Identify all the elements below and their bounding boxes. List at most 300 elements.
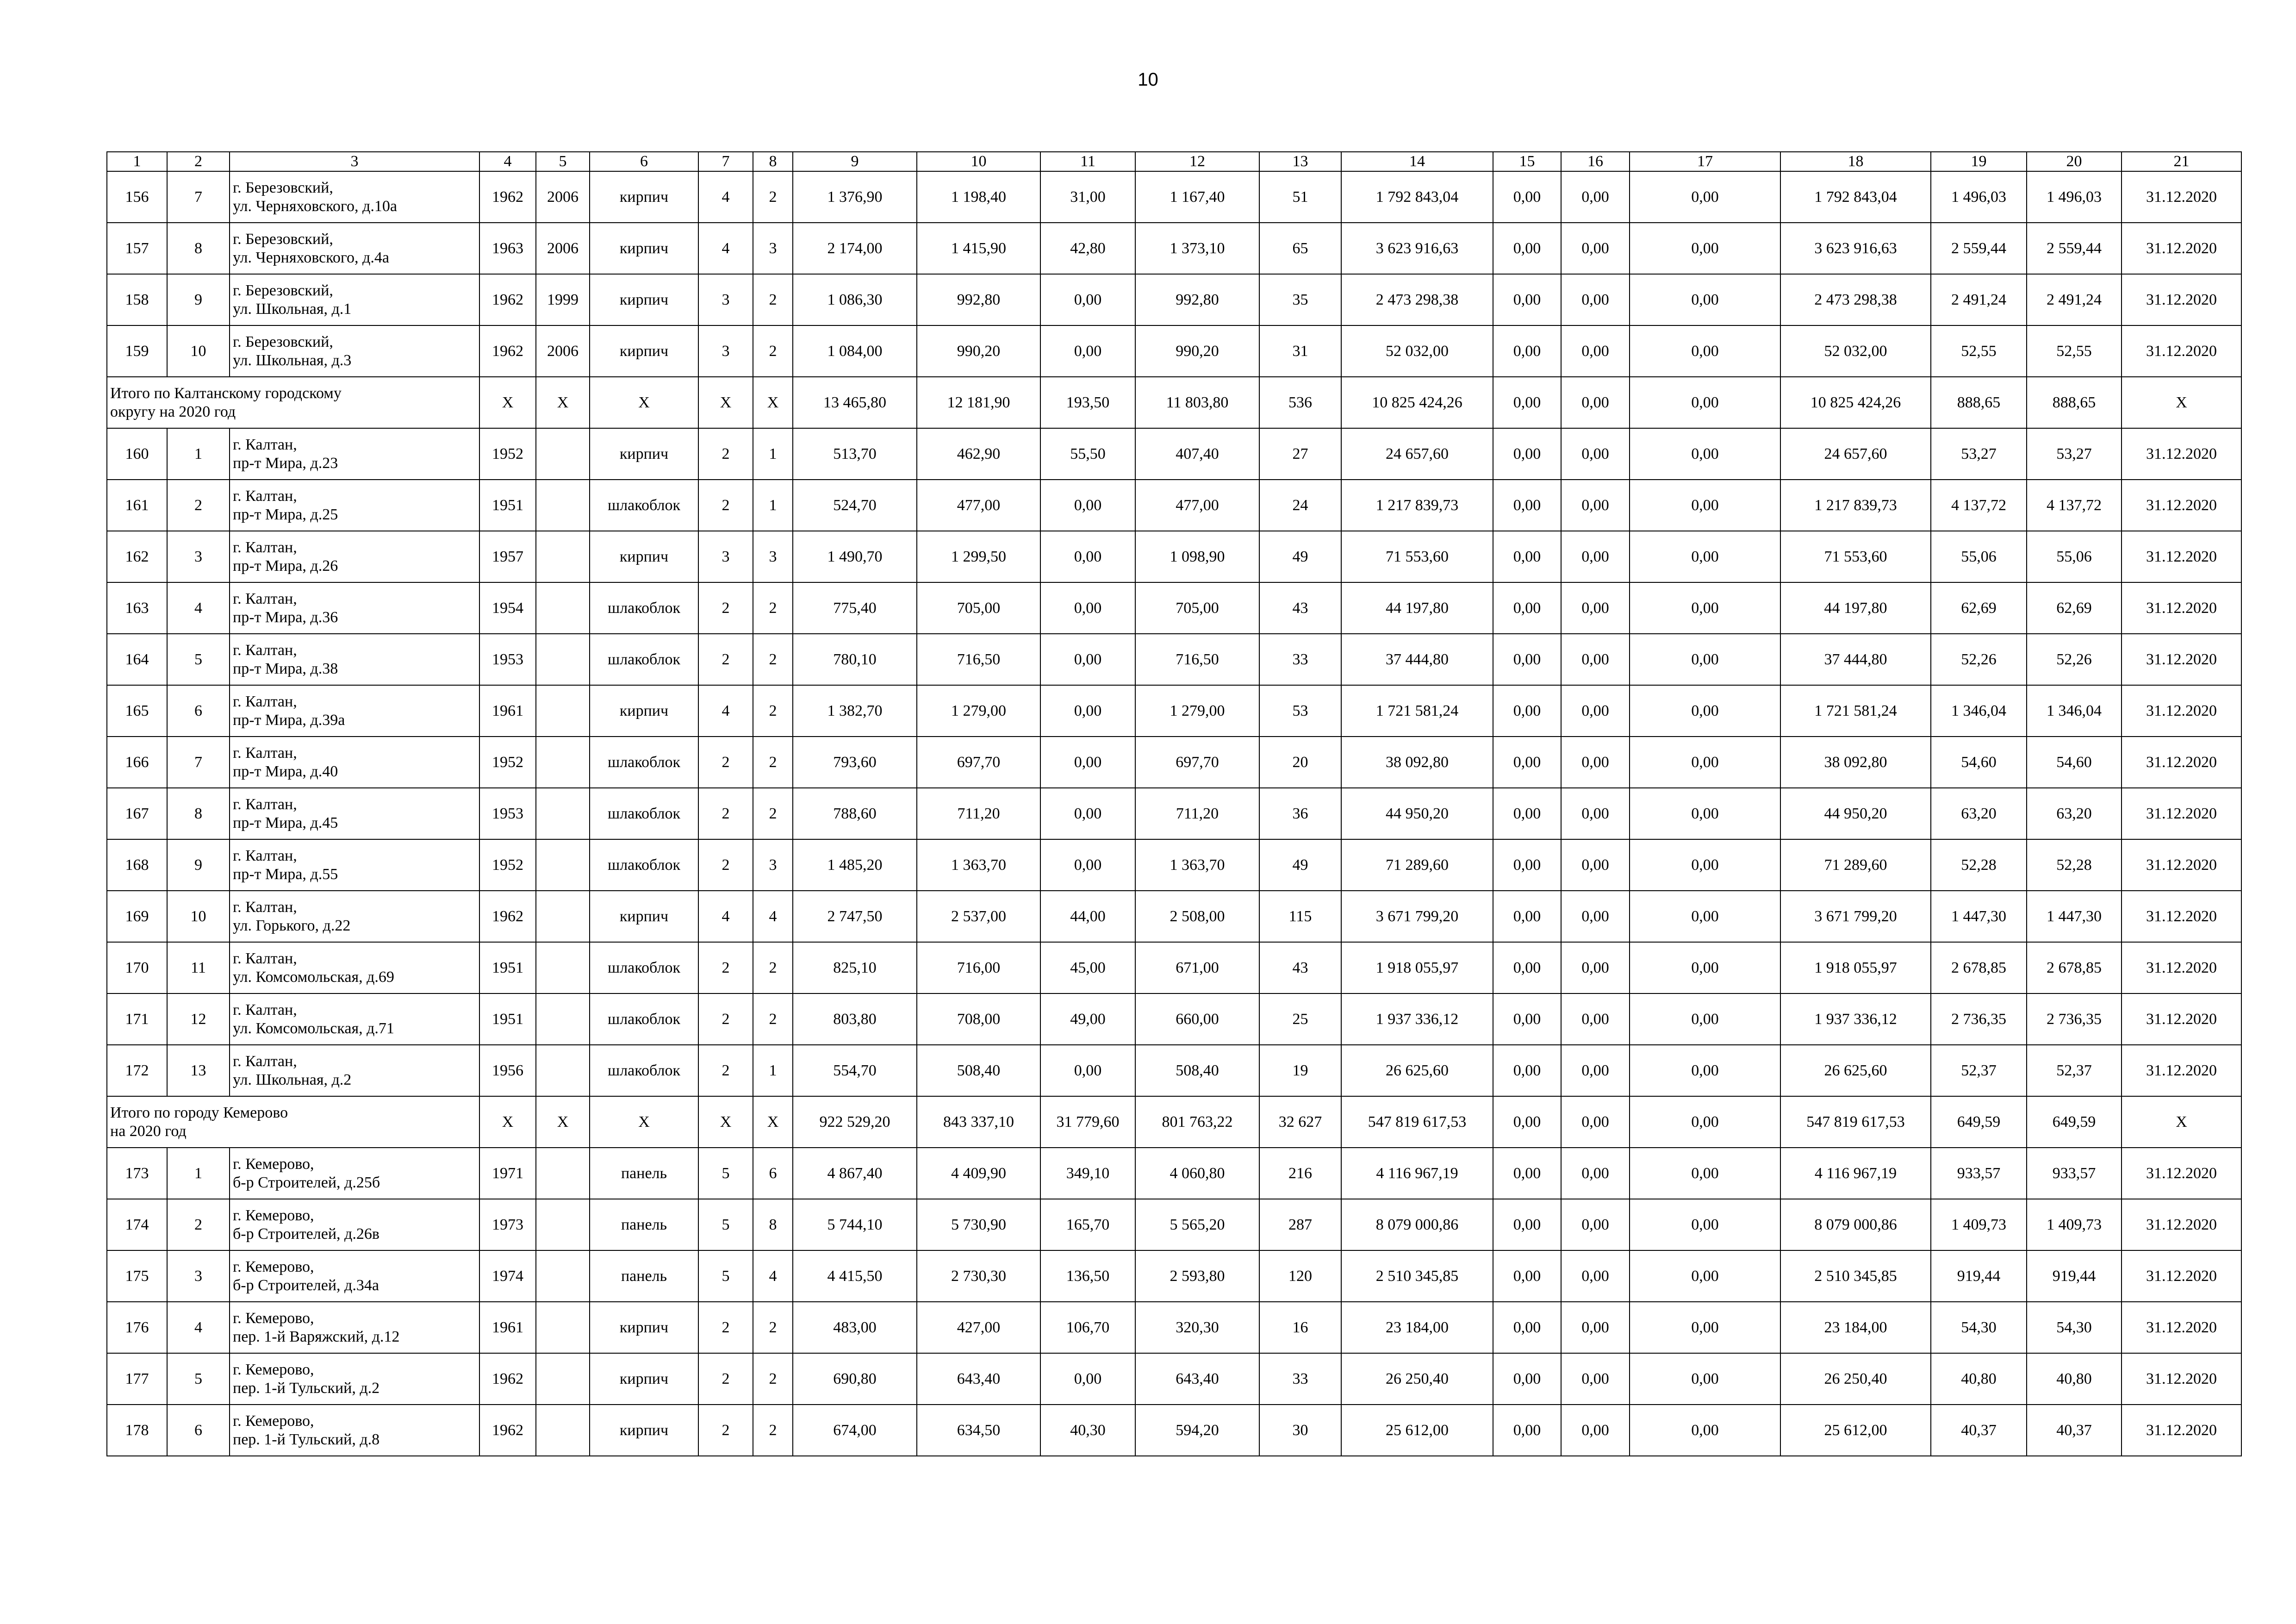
cell-year: 1973 [479, 1199, 536, 1250]
cell-c18: 2 510 345,85 [1780, 1250, 1931, 1302]
row-number: 169 [107, 891, 167, 942]
cell-c19: 2 736,35 [1931, 993, 2027, 1045]
address-cell [230, 171, 479, 223]
row-number: 175 [107, 1250, 167, 1302]
address-street: пр-т Мира, д.55 [233, 865, 338, 883]
cell-c19: 919,44 [1931, 1250, 2027, 1302]
cell-ent: 2 [753, 685, 793, 737]
cell-year: 1962 [479, 1405, 536, 1456]
cell-c10: 697,70 [917, 737, 1040, 788]
cell-c12: 594,20 [1135, 1405, 1259, 1456]
row-sub-number: 4 [167, 582, 230, 634]
cell-c19: 1 496,03 [1931, 171, 2027, 223]
row-number: 158 [107, 274, 167, 325]
cell-floors: 2 [698, 942, 753, 993]
address-cell [230, 325, 479, 377]
table-row [107, 1148, 2241, 1199]
cell-c16: 0,00 [1561, 1199, 1630, 1250]
cell-c12: 11 803,80 [1135, 377, 1259, 428]
cell-c17: 0,00 [1630, 839, 1780, 891]
row-sub-number: 6 [167, 1405, 230, 1456]
table-row [107, 223, 2241, 274]
cell-c14: 4 116 967,19 [1341, 1148, 1493, 1199]
column-number: 12 [1135, 152, 1259, 171]
cell-c15: 0,00 [1493, 480, 1561, 531]
cell-c20: 933,57 [2027, 1148, 2122, 1199]
cell-c12: 1 279,00 [1135, 685, 1259, 737]
row-number: 164 [107, 634, 167, 685]
total-row [107, 377, 2241, 428]
address-street: ул. Черняховского, д.4а [233, 249, 389, 266]
cell-c11: 0,00 [1040, 325, 1135, 377]
cell-c14: 26 625,60 [1341, 1045, 1493, 1096]
address-street: ул. Школьная, д.2 [233, 1071, 352, 1088]
cell-c14: 24 657,60 [1341, 428, 1493, 480]
cell-c14: 37 444,80 [1341, 634, 1493, 685]
cell-c15: 0,00 [1493, 377, 1561, 428]
cell-c21: 31.12.2020 [2122, 480, 2241, 531]
cell-c15: 0,00 [1493, 993, 1561, 1045]
cell-c12: 1 363,70 [1135, 839, 1259, 891]
cell-ent: 2 [753, 788, 793, 839]
address-street: пр-т Мира, д.36 [233, 608, 338, 626]
cell-c20: 54,30 [2027, 1302, 2122, 1353]
column-number: 18 [1780, 152, 1931, 171]
cell-year2: 2006 [536, 223, 590, 274]
row-sub-number: 10 [167, 891, 230, 942]
row-number: 170 [107, 942, 167, 993]
cell-c10: 4 409,90 [917, 1148, 1040, 1199]
cell-c10: 643,40 [917, 1353, 1040, 1405]
row-sub-number: 8 [167, 788, 230, 839]
address-cell [230, 1405, 479, 1456]
address-street: пр-т Мира, д.38 [233, 660, 338, 677]
cell-c13: 24 [1259, 480, 1341, 531]
cell-c21: 31.12.2020 [2122, 1353, 2241, 1405]
cell-mat: X [590, 377, 698, 428]
cell-c12: 508,40 [1135, 1045, 1259, 1096]
cell-year2 [536, 942, 590, 993]
cell-year: 1951 [479, 942, 536, 993]
address-cell [230, 942, 479, 993]
cell-c13: 30 [1259, 1405, 1341, 1456]
column-number: 9 [793, 152, 917, 171]
cell-ent: 2 [753, 634, 793, 685]
cell-year: 1953 [479, 634, 536, 685]
cell-c19: 52,28 [1931, 839, 2027, 891]
cell-floors: X [698, 377, 753, 428]
cell-c14: 547 819 617,53 [1341, 1096, 1493, 1148]
cell-c18: 1 792 843,04 [1780, 171, 1931, 223]
cell-c21: 31.12.2020 [2122, 993, 2241, 1045]
address-city: г. Кемерово, [233, 1258, 314, 1275]
total-label [107, 1096, 479, 1148]
column-number: 15 [1493, 152, 1561, 171]
cell-year2 [536, 788, 590, 839]
address-cell [230, 1045, 479, 1096]
cell-ent: X [753, 1096, 793, 1148]
cell-c21: 31.12.2020 [2122, 171, 2241, 223]
cell-ent: 2 [753, 582, 793, 634]
row-sub-number: 3 [167, 1250, 230, 1302]
row-sub-number: 7 [167, 737, 230, 788]
cell-c18: 23 184,00 [1780, 1302, 1931, 1353]
column-number: 1 [107, 152, 167, 171]
table-row [107, 788, 2241, 839]
cell-year: 1953 [479, 788, 536, 839]
cell-c19: 649,59 [1931, 1096, 2027, 1148]
cell-c9: 775,40 [793, 582, 917, 634]
cell-c20: 1 346,04 [2027, 685, 2122, 737]
cell-c13: 33 [1259, 1353, 1341, 1405]
cell-c20: 1 447,30 [2027, 891, 2122, 942]
cell-year: 1963 [479, 223, 536, 274]
cell-c10: 634,50 [917, 1405, 1040, 1456]
cell-c16: 0,00 [1561, 942, 1630, 993]
row-number: 159 [107, 325, 167, 377]
cell-c10: 477,00 [917, 480, 1040, 531]
address-street: б-р Строителей, д.34а [233, 1276, 379, 1294]
cell-mat: кирпич [590, 891, 698, 942]
cell-c21: 31.12.2020 [2122, 531, 2241, 582]
column-number: 6 [590, 152, 698, 171]
cell-c17: 0,00 [1630, 325, 1780, 377]
cell-floors: 2 [698, 993, 753, 1045]
cell-c18: 3 623 916,63 [1780, 223, 1931, 274]
cell-c20: 40,80 [2027, 1353, 2122, 1405]
row-number: 166 [107, 737, 167, 788]
cell-c20: 52,26 [2027, 634, 2122, 685]
cell-c14: 26 250,40 [1341, 1353, 1493, 1405]
cell-c15: 0,00 [1493, 531, 1561, 582]
cell-c21: 31.12.2020 [2122, 942, 2241, 993]
address-city: г. Калтан, [233, 795, 297, 813]
row-sub-number: 2 [167, 480, 230, 531]
cell-c20: 888,65 [2027, 377, 2122, 428]
row-number: 172 [107, 1045, 167, 1096]
cell-c13: 19 [1259, 1045, 1341, 1096]
row-sub-number: 10 [167, 325, 230, 377]
address-street: ул. Школьная, д.3 [233, 351, 352, 369]
cell-c10: 462,90 [917, 428, 1040, 480]
cell-c20: 2 491,24 [2027, 274, 2122, 325]
table-row [107, 480, 2241, 531]
cell-mat: панель [590, 1250, 698, 1302]
cell-c11: 106,70 [1040, 1302, 1135, 1353]
cell-c18: 44 950,20 [1780, 788, 1931, 839]
cell-c10: 2 537,00 [917, 891, 1040, 942]
address-cell [230, 634, 479, 685]
cell-c16: 0,00 [1561, 891, 1630, 942]
row-sub-number: 12 [167, 993, 230, 1045]
cell-c14: 3 623 916,63 [1341, 223, 1493, 274]
address-street: б-р Строителей, д.26в [233, 1225, 380, 1243]
cell-c14: 38 092,80 [1341, 737, 1493, 788]
cell-c19: 52,55 [1931, 325, 2027, 377]
cell-mat: кирпич [590, 531, 698, 582]
cell-c18: 37 444,80 [1780, 634, 1931, 685]
row-number: 167 [107, 788, 167, 839]
cell-mat: кирпич [590, 428, 698, 480]
cell-c17: 0,00 [1630, 634, 1780, 685]
cell-c19: 52,37 [1931, 1045, 2027, 1096]
cell-c10: 708,00 [917, 993, 1040, 1045]
cell-c18: 44 197,80 [1780, 582, 1931, 634]
row-sub-number: 11 [167, 942, 230, 993]
row-number: 157 [107, 223, 167, 274]
row-sub-number: 9 [167, 274, 230, 325]
cell-c15: 0,00 [1493, 839, 1561, 891]
cell-mat: кирпич [590, 685, 698, 737]
row-number: 171 [107, 993, 167, 1045]
cell-c11: 0,00 [1040, 274, 1135, 325]
cell-c19: 52,26 [1931, 634, 2027, 685]
cell-ent: 2 [753, 171, 793, 223]
table-row [107, 428, 2241, 480]
cell-floors: 3 [698, 531, 753, 582]
cell-year: 1962 [479, 1353, 536, 1405]
cell-c10: 1 415,90 [917, 223, 1040, 274]
cell-c19: 2 491,24 [1931, 274, 2027, 325]
cell-c18: 3 671 799,20 [1780, 891, 1931, 942]
cell-c12: 992,80 [1135, 274, 1259, 325]
table-row [107, 891, 2241, 942]
cell-c21: 31.12.2020 [2122, 325, 2241, 377]
cell-c14: 52 032,00 [1341, 325, 1493, 377]
cell-ent: 2 [753, 1353, 793, 1405]
cell-c11: 0,00 [1040, 531, 1135, 582]
cell-floors: 5 [698, 1199, 753, 1250]
address-street: пр-т Мира, д.45 [233, 814, 338, 831]
column-number: 21 [2122, 152, 2241, 171]
cell-c19: 888,65 [1931, 377, 2027, 428]
cell-c15: 0,00 [1493, 1302, 1561, 1353]
cell-c18: 547 819 617,53 [1780, 1096, 1931, 1148]
address-city: г. Березовский, [233, 281, 333, 299]
column-number-row [107, 152, 2241, 171]
cell-c12: 990,20 [1135, 325, 1259, 377]
cell-c18: 1 721 581,24 [1780, 685, 1931, 737]
cell-c9: 922 529,20 [793, 1096, 917, 1148]
cell-c17: 0,00 [1630, 993, 1780, 1045]
address-street: пер. 1-й Варяжский, д.12 [233, 1328, 400, 1345]
address-street: ул. Комсомольская, д.71 [233, 1019, 394, 1037]
cell-c19: 55,06 [1931, 531, 2027, 582]
cell-c15: 0,00 [1493, 274, 1561, 325]
address-cell [230, 788, 479, 839]
cell-c10: 427,00 [917, 1302, 1040, 1353]
cell-c12: 671,00 [1135, 942, 1259, 993]
cell-c16: 0,00 [1561, 274, 1630, 325]
cell-c17: 0,00 [1630, 1302, 1780, 1353]
cell-mat: шлакоблок [590, 480, 698, 531]
cell-c16: 0,00 [1561, 1045, 1630, 1096]
row-sub-number: 1 [167, 1148, 230, 1199]
cell-c13: 120 [1259, 1250, 1341, 1302]
cell-year2 [536, 839, 590, 891]
cell-c11: 44,00 [1040, 891, 1135, 942]
cell-c18: 24 657,60 [1780, 428, 1931, 480]
column-number: 10 [917, 152, 1040, 171]
cell-year: 1971 [479, 1148, 536, 1199]
cell-c21: 31.12.2020 [2122, 634, 2241, 685]
column-number: 14 [1341, 152, 1493, 171]
address-cell [230, 274, 479, 325]
row-number: 156 [107, 171, 167, 223]
cell-c12: 1 373,10 [1135, 223, 1259, 274]
cell-c9: 1 485,20 [793, 839, 917, 891]
cell-year: 1956 [479, 1045, 536, 1096]
cell-c19: 1 447,30 [1931, 891, 2027, 942]
column-number: 19 [1931, 152, 2027, 171]
cell-c10: 1 198,40 [917, 171, 1040, 223]
cell-c13: 51 [1259, 171, 1341, 223]
cell-c17: 0,00 [1630, 788, 1780, 839]
cell-floors: 2 [698, 634, 753, 685]
cell-c13: 115 [1259, 891, 1341, 942]
page-number: 10 [1138, 69, 1158, 90]
cell-year: 1962 [479, 891, 536, 942]
cell-ent: 2 [753, 993, 793, 1045]
table-row [107, 737, 2241, 788]
address-street: пер. 1-й Тульский, д.8 [233, 1430, 380, 1448]
table-row [107, 171, 2241, 223]
cell-year: 1962 [479, 325, 536, 377]
cell-year2 [536, 428, 590, 480]
cell-c20: 52,55 [2027, 325, 2122, 377]
cell-c17: 0,00 [1630, 1148, 1780, 1199]
cell-c12: 2 593,80 [1135, 1250, 1259, 1302]
row-sub-number: 1 [167, 428, 230, 480]
cell-c11: 0,00 [1040, 685, 1135, 737]
address-cell [230, 1148, 479, 1199]
row-number: 173 [107, 1148, 167, 1199]
cell-c19: 40,80 [1931, 1353, 2027, 1405]
cell-c20: 1 409,73 [2027, 1199, 2122, 1250]
cell-c14: 8 079 000,86 [1341, 1199, 1493, 1250]
cell-c16: 0,00 [1561, 171, 1630, 223]
cell-c17: 0,00 [1630, 1199, 1780, 1250]
address-cell [230, 737, 479, 788]
cell-year2: 2006 [536, 171, 590, 223]
cell-c16: 0,00 [1561, 788, 1630, 839]
cell-c18: 1 918 055,97 [1780, 942, 1931, 993]
cell-c15: 0,00 [1493, 685, 1561, 737]
cell-c16: 0,00 [1561, 1250, 1630, 1302]
cell-c11: 349,10 [1040, 1148, 1135, 1199]
cell-c10: 992,80 [917, 274, 1040, 325]
cell-c10: 716,50 [917, 634, 1040, 685]
table-row [107, 993, 2241, 1045]
column-number: 2 [167, 152, 230, 171]
cell-c21: 31.12.2020 [2122, 788, 2241, 839]
cell-c9: 483,00 [793, 1302, 917, 1353]
cell-c11: 165,70 [1040, 1199, 1135, 1250]
cell-c12: 801 763,22 [1135, 1096, 1259, 1148]
address-street: пр-т Мира, д.40 [233, 762, 338, 780]
cell-c14: 44 950,20 [1341, 788, 1493, 839]
cell-c15: 0,00 [1493, 223, 1561, 274]
cell-ent: 3 [753, 531, 793, 582]
cell-c15: 0,00 [1493, 1045, 1561, 1096]
address-cell [230, 1199, 479, 1250]
cell-year: 1961 [479, 685, 536, 737]
cell-floors: 2 [698, 1045, 753, 1096]
cell-c13: 36 [1259, 788, 1341, 839]
cell-c15: 0,00 [1493, 171, 1561, 223]
cell-c11: 0,00 [1040, 1353, 1135, 1405]
cell-c10: 716,00 [917, 942, 1040, 993]
cell-mat: шлакоблок [590, 839, 698, 891]
cell-c19: 933,57 [1931, 1148, 2027, 1199]
cell-c11: 31 779,60 [1040, 1096, 1135, 1148]
cell-c18: 10 825 424,26 [1780, 377, 1931, 428]
address-street: ул. Комсомольская, д.69 [233, 968, 394, 986]
cell-c15: 0,00 [1493, 325, 1561, 377]
cell-mat: кирпич [590, 1302, 698, 1353]
cell-mat: шлакоблок [590, 582, 698, 634]
cell-year2: 2006 [536, 325, 590, 377]
row-number: 176 [107, 1302, 167, 1353]
cell-c19: 1 409,73 [1931, 1199, 2027, 1250]
cell-c16: 0,00 [1561, 480, 1630, 531]
cell-floors: 2 [698, 480, 753, 531]
cell-c16: 0,00 [1561, 839, 1630, 891]
cell-c14: 1 721 581,24 [1341, 685, 1493, 737]
address-city: г. Кемерово, [233, 1155, 314, 1173]
cell-c13: 49 [1259, 531, 1341, 582]
cell-c19: 62,69 [1931, 582, 2027, 634]
cell-c20: 54,60 [2027, 737, 2122, 788]
cell-year2: X [536, 1096, 590, 1148]
cell-c18: 52 032,00 [1780, 325, 1931, 377]
cell-c12: 320,30 [1135, 1302, 1259, 1353]
cell-mat: кирпич [590, 1405, 698, 1456]
cell-c12: 477,00 [1135, 480, 1259, 531]
cell-c14: 44 197,80 [1341, 582, 1493, 634]
total-label-line1: Итого по городу Кемерово [110, 1104, 288, 1121]
cell-c18: 71 553,60 [1780, 531, 1931, 582]
cell-c16: 0,00 [1561, 582, 1630, 634]
column-number: 11 [1040, 152, 1135, 171]
address-city: г. Кемерово, [233, 1206, 314, 1224]
cell-c21: 31.12.2020 [2122, 1250, 2241, 1302]
cell-c13: 536 [1259, 377, 1341, 428]
cell-c16: 0,00 [1561, 325, 1630, 377]
column-number: 13 [1259, 152, 1341, 171]
address-city: г. Калтан, [233, 693, 297, 710]
cell-c16: 0,00 [1561, 993, 1630, 1045]
cell-c11: 0,00 [1040, 582, 1135, 634]
cell-ent: 2 [753, 1405, 793, 1456]
cell-c9: 825,10 [793, 942, 917, 993]
cell-c18: 4 116 967,19 [1780, 1148, 1931, 1199]
cell-year: 1952 [479, 737, 536, 788]
cell-c19: 54,30 [1931, 1302, 2027, 1353]
address-city: г. Березовский, [233, 333, 333, 350]
cell-c11: 0,00 [1040, 788, 1135, 839]
cell-c10: 1 363,70 [917, 839, 1040, 891]
cell-c18: 26 250,40 [1780, 1353, 1931, 1405]
table-row [107, 634, 2241, 685]
cell-c14: 1 792 843,04 [1341, 171, 1493, 223]
table-row [107, 1250, 2241, 1302]
address-cell [230, 993, 479, 1045]
cell-mat: шлакоблок [590, 993, 698, 1045]
cell-c20: 63,20 [2027, 788, 2122, 839]
cell-year2 [536, 582, 590, 634]
cell-c18: 2 473 298,38 [1780, 274, 1931, 325]
